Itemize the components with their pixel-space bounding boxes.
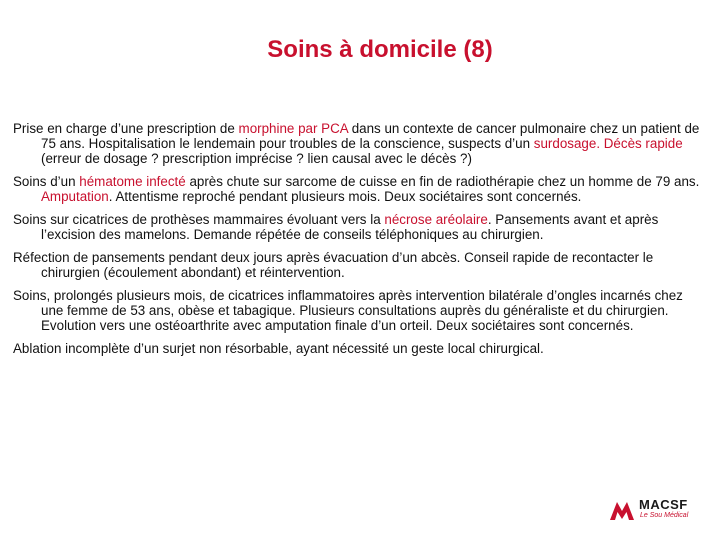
paragraph-protheses <box>13 212 708 242</box>
text-segment: Réfection de pansements pendant deux jours après évacuation d’un abcès. Conseil rapide de recontacter le chirurgien (écoulement abondant) et réintervention. <box>13 250 654 280</box>
highlight-surdosage: surdosage. Décès rapide <box>533 136 683 151</box>
text-segment: après chute sur sarcome de cuisse en fin de radiothérapie chez un homme de 79 ans. <box>185 174 700 189</box>
highlight-amputation: Amputation <box>41 189 109 204</box>
text-segment: Ablation incomplète d’un surjet non résorbable, ayant nécessité un geste local chirurgical. <box>13 341 544 356</box>
slide-body <box>13 121 708 364</box>
highlight-morphine: morphine par PCA <box>238 121 348 136</box>
text-segment: (erreur de dosage ? prescription imprécise ? lien causal avec le décès ?) <box>41 151 472 166</box>
logo-name: MACSF <box>639 497 688 512</box>
paragraph-surjet <box>13 341 708 356</box>
logo-tagline: Le Sou Médical <box>640 512 689 519</box>
text-segment: . Attentisme reproché pendant plusieurs mois. Deux sociétaires sont concernés. <box>108 189 582 204</box>
highlight-hematome: hématome infecté <box>79 174 186 189</box>
text-segment: Soins d’un <box>13 174 80 189</box>
text-segment: Soins sur cicatrices de prothèses mammaires évoluant vers la <box>13 212 385 227</box>
text-segment: . Pansements avant et après l’excision des mamelons. Demande répétée de conseils téléphoniques au chirurgien. <box>41 212 659 242</box>
macsf-logo-icon <box>609 498 635 522</box>
paragraph-ongles <box>13 288 708 333</box>
paragraph-hematome <box>13 174 708 204</box>
text-segment: Soins, prolongés plusieurs mois, de cicatrices inflammatoires après intervention bilatérale d’ongles incarnés chez une femme de 53 ans, obèse et tabagique. Plusieurs consultations auprès du généraliste et du chirurgien. Evolution vers une ostéoarthrite avec amputation finale d’un orteil. Deux sociétaires sont concernés. <box>13 288 683 333</box>
slide-title: Soins à domicile (8) <box>267 36 493 63</box>
paragraph-pansements <box>13 250 708 280</box>
text-segment: Prise en charge d’une prescription de <box>13 121 239 136</box>
highlight-necrose: nécrose aréolaire <box>384 212 488 227</box>
text-segment: dans un contexte de cancer pulmonaire chez un patient de 75 ans. Hospitalisation le lendemain pour troubles de la conscience, suspects d’un <box>41 121 700 151</box>
macsf-logo <box>609 496 709 526</box>
paragraph-morphine-pca <box>13 121 708 166</box>
